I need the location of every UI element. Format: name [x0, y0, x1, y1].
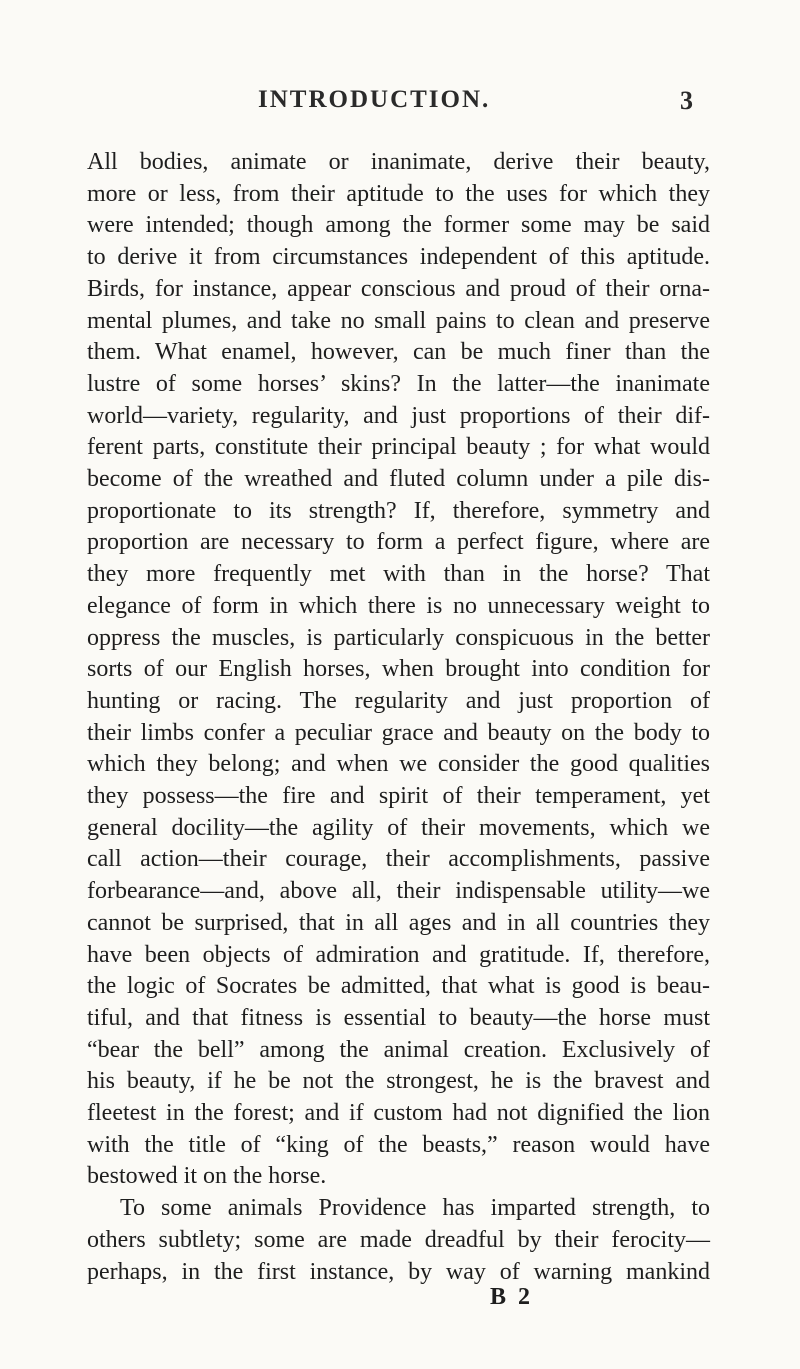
header-title: INTRODUCTION.	[258, 86, 491, 113]
text-line: All bodies, animate or inanimate, derive their beauty,	[87, 149, 710, 175]
text-line: ferent parts, constitute their principal beauty ; for what would	[87, 434, 710, 461]
text-line: To some animals Providence has imparted strength, to	[120, 1195, 710, 1222]
text-line: become of the wreathed and fluted column under a pile dis-	[87, 466, 710, 492]
text-line: oppress the muscles, is particularly conspicuous in the better	[87, 624, 710, 651]
text-line: cannot be surprised, that in all ages and in all countries they	[87, 909, 710, 936]
text-line: they possess—the fire and spirit of their temperament, yet	[87, 783, 710, 809]
text-line: others subtlety; some are made dreadful by their ferocity—	[87, 1226, 710, 1253]
text-line: his beauty, if he be not the strongest, he is the bravest and	[87, 1068, 710, 1095]
text-line: sorts of our English horses, when brought into condition for	[87, 656, 710, 683]
text-line: lustre of some horses’ skins? In the latter—the inanimate	[87, 370, 710, 397]
text-line: have been objects of admiration and gratitude. If, therefore,	[87, 941, 710, 968]
text-line: bestowed it on the horse.	[87, 1163, 327, 1190]
text-line: which they belong; and when we consider the good qualities	[87, 751, 710, 778]
running-head	[0, 84, 800, 124]
text-line: their limbs confer a peculiar grace and beauty on the body to	[87, 719, 710, 746]
text-line: mental plumes, and take no small pains to clean and preserve	[87, 307, 710, 334]
text-line: the logic of Socrates be admitted, that what is good is beau-	[87, 973, 710, 1000]
text-line: fleetest in the forest; and if custom had not dignified the lion	[87, 1100, 710, 1126]
text-line: were intended; though among the former some may be said	[87, 212, 710, 239]
text-line: they more frequently met with than in the horse? That	[87, 561, 710, 588]
text-line: perhaps, in the first instance, by way of warning mankind	[87, 1258, 710, 1285]
text-line: hunting or racing. The regularity and just proportion of	[87, 687, 710, 714]
text-line: proportionate to its strength? If, therefore, symmetry and	[87, 497, 710, 524]
text-line: more or less, from their aptitude to the uses for which they	[87, 180, 710, 207]
signature-mark: B 2	[490, 1284, 534, 1310]
text-line: tiful, and that fitness is essential to beauty—the horse must	[87, 1004, 710, 1031]
text-line: to derive it from circumstances independent of this aptitude.	[87, 244, 710, 271]
text-line: forbearance—and, above all, their indispensable utility—we	[87, 878, 710, 905]
text-line: world—variety, regularity, and just proportions of their dif-	[87, 402, 710, 429]
text-line: them. What enamel, however, can be much finer than the	[87, 339, 710, 366]
text-line: Birds, for instance, appear conscious and proud of their orna-	[87, 275, 710, 302]
text-line: call action—their courage, their accomplishments, passive	[87, 846, 710, 873]
text-line: elegance of form in which there is no unnecessary weight to	[87, 592, 710, 619]
text-line: with the title of “king of the beasts,” reason would have	[87, 1131, 710, 1158]
page-number: 3	[680, 86, 693, 115]
text-line: “bear the bell” among the animal creation. Exclusively of	[87, 1036, 710, 1063]
text-line: general docility—the agility of their movements, which we	[87, 814, 710, 841]
text-line: proportion are necessary to form a perfect figure, where are	[87, 529, 710, 556]
